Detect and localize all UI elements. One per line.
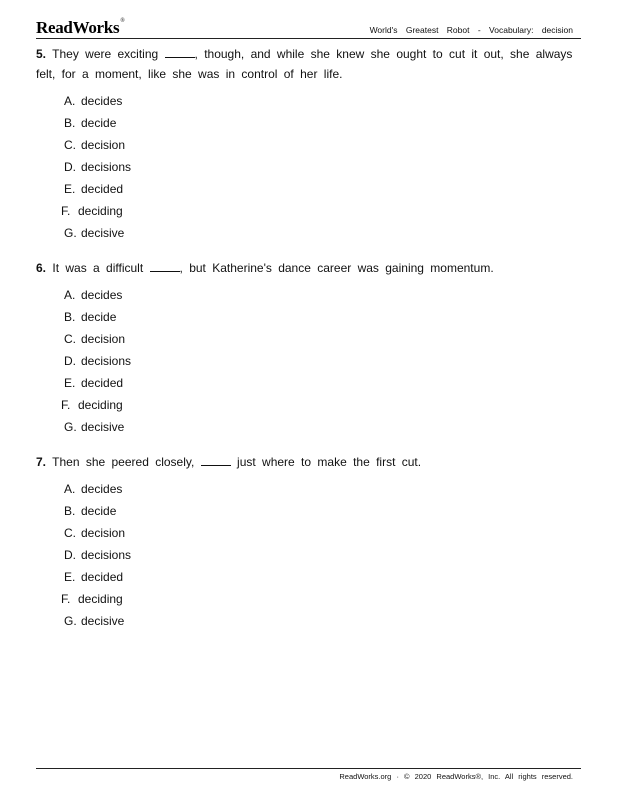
readworks-logo: [36, 18, 125, 38]
answer-options: [36, 478, 581, 632]
option-text: decided: [81, 182, 124, 196]
option-letter: D.: [64, 354, 76, 368]
answer-blank: [201, 454, 231, 466]
option-text: decision: [81, 332, 126, 346]
logo-registered-mark: ®: [120, 18, 125, 24]
answer-blank: [150, 260, 180, 272]
option-d[interactable]: [64, 544, 581, 566]
stem-text-after: , though, and while she knew she ought to cut it out, she always felt, for a moment, like she was in control of her life.: [36, 47, 573, 81]
option-text: decision: [81, 526, 126, 540]
option-e[interactable]: [64, 566, 581, 588]
stem-text-before: They were exciting: [52, 47, 159, 61]
answer-options: [36, 90, 581, 244]
option-text: decides: [81, 288, 123, 302]
option-c[interactable]: [64, 522, 581, 544]
option-text: decides: [81, 482, 123, 496]
answer-blank: [165, 46, 195, 58]
question-stem: [36, 452, 581, 472]
page-header: [36, 16, 581, 39]
option-a[interactable]: [64, 90, 581, 112]
option-letter: G.: [64, 614, 77, 628]
question-number: 7.: [36, 455, 47, 469]
option-c[interactable]: [64, 328, 581, 350]
option-text: deciding: [78, 592, 123, 606]
option-text: decides: [81, 94, 123, 108]
question-6: [36, 258, 581, 452]
option-d[interactable]: [64, 156, 581, 178]
question-7: [36, 452, 581, 632]
option-a[interactable]: [64, 478, 581, 500]
option-text: deciding: [78, 398, 123, 412]
copyright-text: ReadWorks.org · © 2020 ReadWorks®, Inc. All rights reserved.: [339, 772, 573, 781]
option-g[interactable]: [64, 222, 581, 244]
option-d[interactable]: [64, 350, 581, 372]
question-stem: [36, 258, 581, 278]
option-b[interactable]: [64, 500, 581, 522]
option-g[interactable]: [64, 416, 581, 438]
option-g[interactable]: [64, 610, 581, 632]
option-b[interactable]: [64, 112, 581, 134]
option-text: decided: [81, 570, 124, 584]
stem-text-after: just where to make the first cut.: [237, 455, 422, 469]
option-c[interactable]: [64, 134, 581, 156]
stem-text-after: , but Katherine's dance career was gaining momentum.: [179, 261, 494, 275]
question-number: 5.: [36, 47, 47, 61]
stem-text-before: Then she peered closely,: [52, 455, 195, 469]
option-letter: G.: [64, 226, 77, 240]
option-letter: B.: [64, 310, 76, 324]
option-a[interactable]: [64, 284, 581, 306]
option-text: decisions: [81, 354, 132, 368]
answer-options: [36, 284, 581, 438]
option-letter: C.: [64, 526, 76, 540]
option-letter: A.: [64, 288, 76, 302]
logo-text: ReadWorks: [36, 18, 120, 37]
stem-text-before: It was a difficult: [52, 261, 144, 275]
question-stem: [36, 44, 581, 84]
option-letter: F.: [61, 204, 71, 218]
option-text: decide: [81, 504, 117, 518]
option-text: decisive: [81, 614, 125, 628]
question-list: [36, 44, 581, 632]
option-text: decisive: [81, 420, 125, 434]
option-letter: F.: [61, 592, 71, 606]
option-letter: D.: [64, 160, 76, 174]
option-letter: A.: [64, 482, 76, 496]
option-letter: E.: [64, 570, 76, 584]
option-e[interactable]: [64, 178, 581, 200]
option-f[interactable]: [61, 200, 581, 222]
option-letter: C.: [64, 138, 76, 152]
option-text: decided: [81, 376, 124, 390]
question-5: [36, 44, 581, 258]
question-number: 6.: [36, 261, 47, 275]
option-f[interactable]: [61, 588, 581, 610]
option-letter: E.: [64, 182, 76, 196]
option-letter: B.: [64, 116, 76, 130]
option-letter: G.: [64, 420, 77, 434]
option-letter: A.: [64, 94, 76, 108]
option-letter: C.: [64, 332, 76, 346]
option-letter: B.: [64, 504, 76, 518]
option-letter: D.: [64, 548, 76, 562]
worksheet-title: World's Greatest Robot - Vocabulary: decision: [369, 25, 573, 35]
option-text: decisions: [81, 160, 132, 174]
option-letter: E.: [64, 376, 76, 390]
option-e[interactable]: [64, 372, 581, 394]
option-b[interactable]: [64, 306, 581, 328]
option-f[interactable]: [61, 394, 581, 416]
option-text: decision: [81, 138, 126, 152]
option-text: decide: [81, 310, 117, 324]
option-text: decisive: [81, 226, 125, 240]
page-footer: [36, 768, 581, 781]
option-text: decide: [81, 116, 117, 130]
option-letter: F.: [61, 398, 71, 412]
option-text: decisions: [81, 548, 132, 562]
option-text: deciding: [78, 204, 123, 218]
